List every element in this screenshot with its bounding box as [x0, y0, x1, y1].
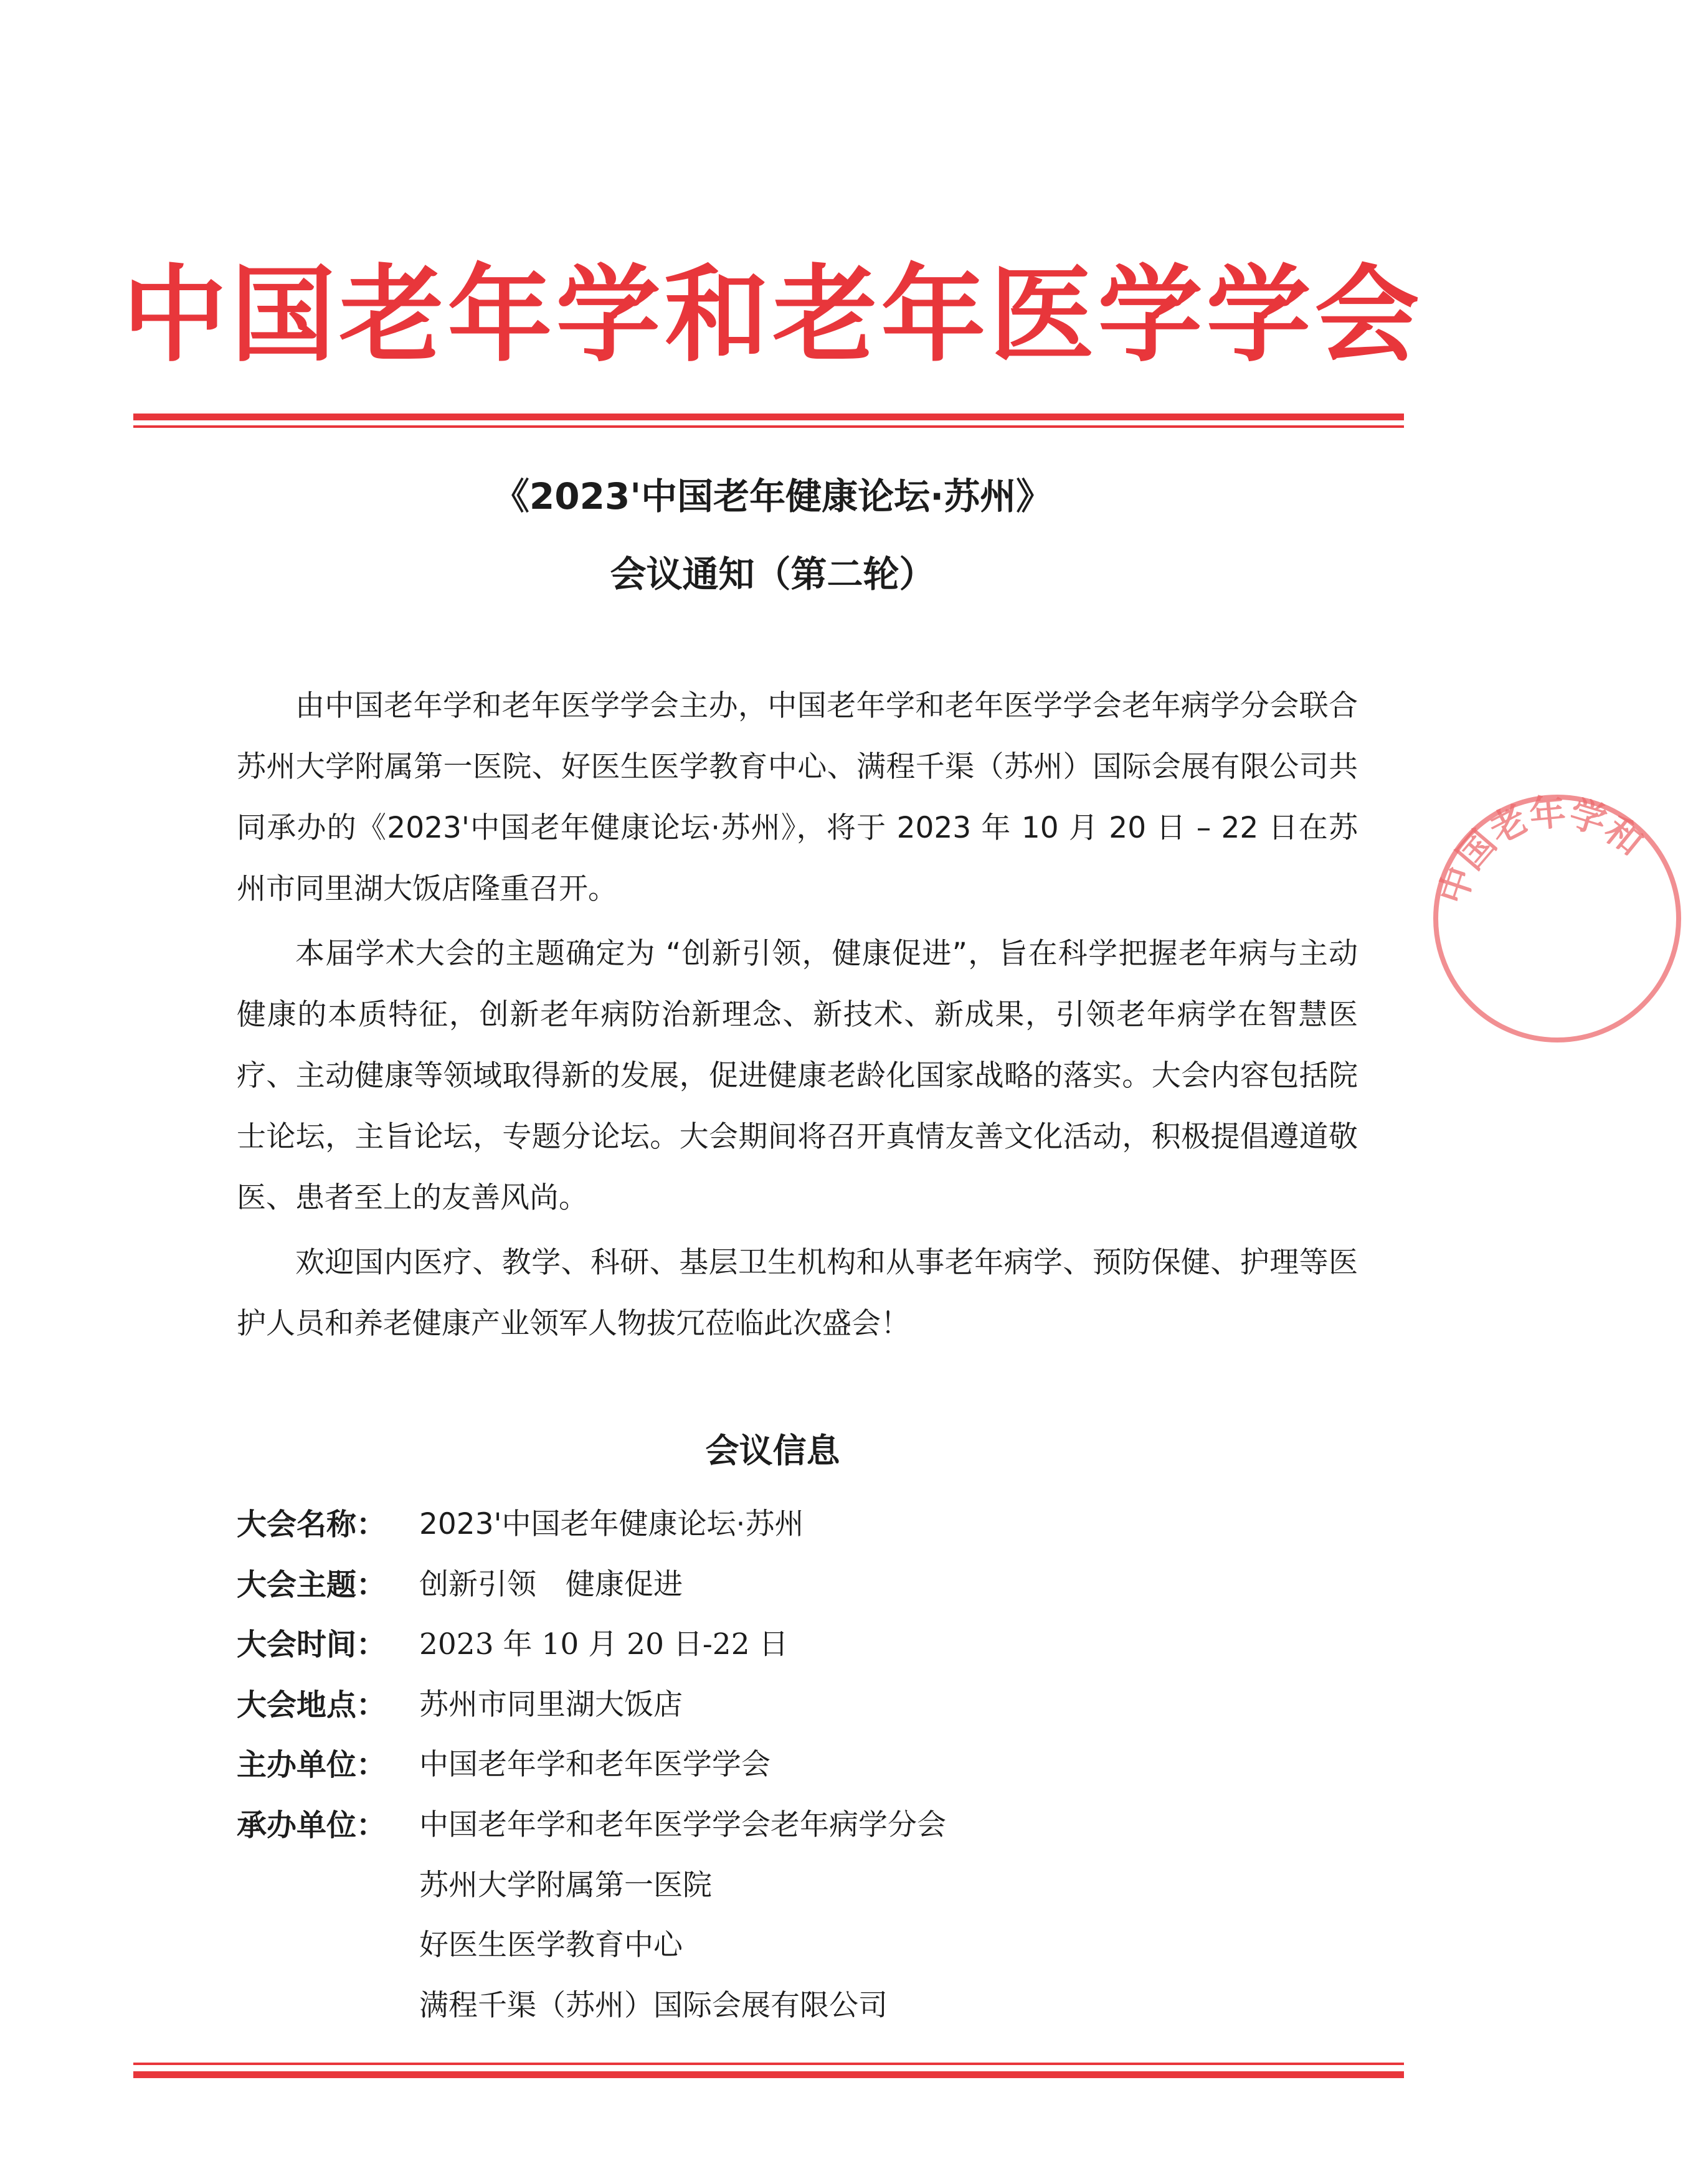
info-label: 主办单位：	[237, 1747, 387, 1782]
svg-text:中国老年学和: 中国老年学和	[1431, 790, 1652, 909]
organizer-line: 好医生医学教育中心	[419, 1928, 683, 1962]
info-label: 大会主题：	[237, 1567, 387, 1602]
info-value: 中国老年学和老年医学学会	[419, 1747, 771, 1782]
info-label: 承办单位：	[237, 1808, 387, 1843]
info-label: 大会地点：	[237, 1688, 387, 1723]
body-paragraph-intro: 由中国老年学和老年医学学会主办，中国老年学和老年医学学会老年病学分会联合苏州大学附属第一医院、好医生医学教育中心、满程千渠（苏州）国际会展有限公司共同承办的《2023'中国老年健康论坛·苏州》，将于 2023 年 10 月 20 日 – 22 日在苏州市同里湖大饭店隆重召开。	[237, 689, 1358, 906]
body-paragraph-theme: 本届学术大会的主题确定为 “创新引领，健康促进”，旨在科学把握老年病与主动健康的本质特征，创新老年病防治新理念、新技术、新成果，引领老年病学在智慧医疗、主动健康等领域取得新的发展，促进健康老龄化国家战略的落实。大会内容包括院士论坛，主旨论坛，专题分论坛。大会期间将召开真情友善文化活动，积极提倡遵道敬医、患者至上的友善风尚。	[237, 937, 1358, 1215]
info-value: 2023'中国老年健康论坛·苏州	[419, 1507, 804, 1541]
info-value: 中国老年学和老年医学学会老年病学分会	[419, 1808, 946, 1842]
footer-divider-thin	[133, 2063, 1404, 2065]
info-value: 苏州市同里湖大饭店	[419, 1688, 683, 1722]
letterhead-org-name: 中国老年学和老年医学学会	[122, 253, 1423, 376]
footer-divider-thick	[133, 2071, 1404, 2078]
body-paragraph-welcome: 欢迎国内医疗、教学、科研、基层卫生机构和从事老年病学、预防保健、护理等医护人员和养老健康产业领军人物拔冗莅临此次盛会！	[237, 1246, 1358, 1341]
notice-subtitle: 会议通知（第二轮）	[610, 553, 936, 595]
notice-title: 《2023'中国老年健康论坛·苏州》	[493, 475, 1053, 518]
organizer-line: 苏州大学附属第一医院	[419, 1868, 712, 1903]
info-label: 大会时间：	[237, 1627, 387, 1662]
header-divider-thin	[133, 425, 1404, 428]
info-label: 大会名称：	[237, 1507, 387, 1542]
info-value: 创新引领 健康促进	[419, 1567, 683, 1602]
meeting-info-heading: 会议信息	[705, 1431, 840, 1470]
info-value: 2023 年 10 月 20 日-22 日	[419, 1627, 789, 1662]
organizer-line: 满程千渠（苏州）国际会展有限公司	[419, 1988, 888, 2023]
header-divider-thick	[133, 414, 1404, 420]
official-seal-icon	[1426, 788, 1688, 1049]
